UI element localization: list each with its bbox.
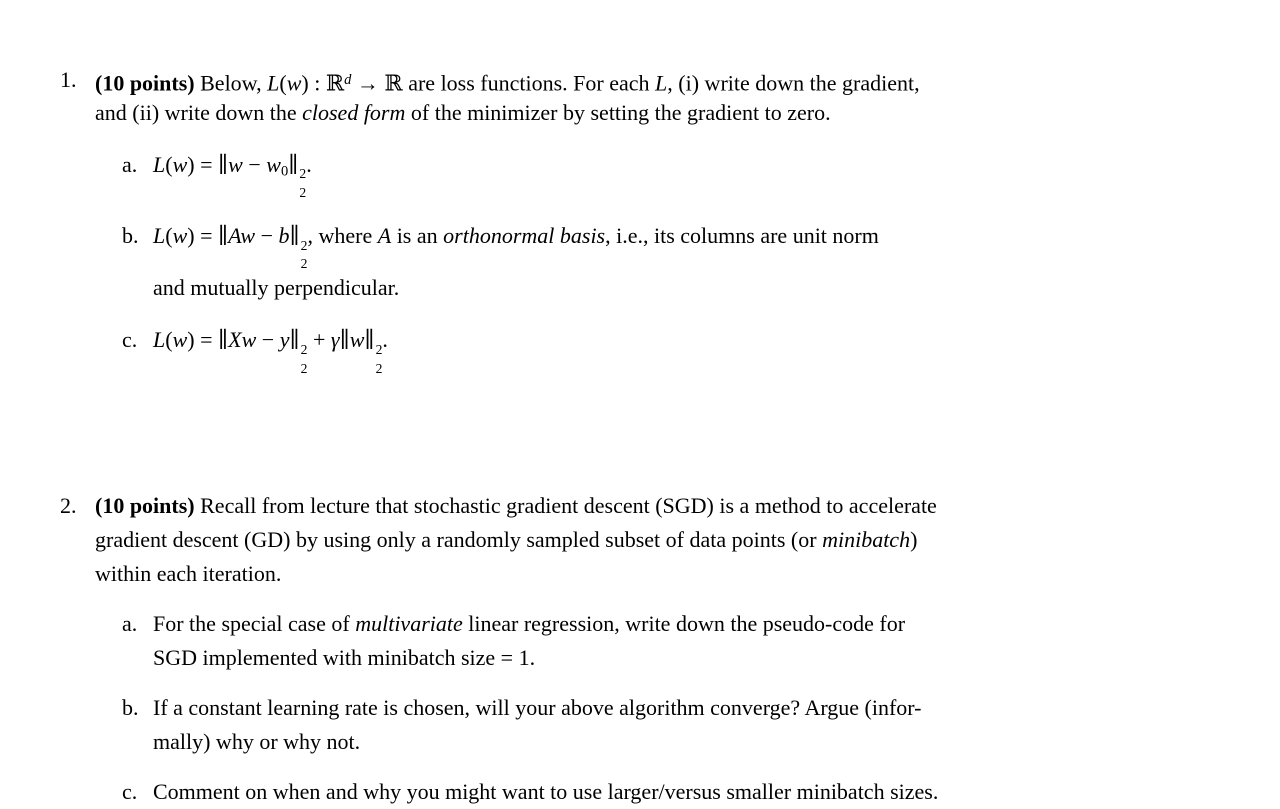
problem-1-subitems bbox=[95, 148, 1160, 376]
problem-1 bbox=[60, 66, 1280, 375]
subitem-content: L(w) = ∥Aw − b∥ 2 2 , where A is an orthonormal basis, i.e., its columns are unit norm and mutually perpendicular. bbox=[153, 222, 879, 301]
problem-1-body bbox=[95, 66, 1160, 375]
subitem-content: For the special case of multivariate linear regression, write down the pseudo-code for SGD implemented with minibatch size = 1. bbox=[153, 611, 906, 671]
subitem-label: a. bbox=[122, 151, 138, 177]
problem-1-subitem-a bbox=[122, 148, 1160, 200]
problem-2-intro: (10 points) Recall from lecture that stochastic gradient descent (SGD) is a method to accelerate gradient descent (GD) by using only a randomly sampled subset of data points (or minibatch) within each iteration. bbox=[95, 493, 937, 587]
problem-2-number: 2. bbox=[60, 493, 77, 519]
problem-2-subitem-c bbox=[122, 775, 1160, 809]
subitem-content: Comment on when and why you might want to use larger/versus smaller minibatch sizes. bbox=[153, 779, 939, 805]
problem-1-number: 1. bbox=[60, 67, 77, 92]
subitem-label: a. bbox=[122, 611, 138, 637]
subitem-label: b. bbox=[122, 695, 139, 721]
problem-2-body bbox=[95, 489, 1160, 809]
problem-2-subitems bbox=[95, 607, 1160, 809]
problem-2-subitem-a bbox=[122, 607, 1160, 675]
problem-1-subitem-c bbox=[122, 323, 1160, 375]
problem-1-subitem-b bbox=[122, 219, 1160, 304]
subitem-content: L(w) = ∥Xw − y∥ 2 2 + γ∥w∥ 2 2 . bbox=[153, 327, 388, 376]
problem-2 bbox=[60, 489, 1280, 809]
subitem-label: c. bbox=[122, 327, 138, 353]
subitem-content: If a constant learning rate is chosen, will your above algorithm converge? Argue (infor- mally) why or why not. bbox=[153, 695, 922, 755]
problem-2-subitem-b bbox=[122, 691, 1160, 759]
subitem-content: L(w) = ∥w − w0∥ 2 2 . bbox=[153, 151, 312, 201]
subitem-label: c. bbox=[122, 779, 138, 805]
problem-1-intro: (10 points) Below, L(w) : ℝ$^d$ → ℝ are loss functions. For each L, (i) write down the gradient, and (ii) write down the closed form of the minimizer by setting the gradient to zero. bbox=[95, 70, 920, 125]
subitem-label: b. bbox=[122, 222, 139, 248]
